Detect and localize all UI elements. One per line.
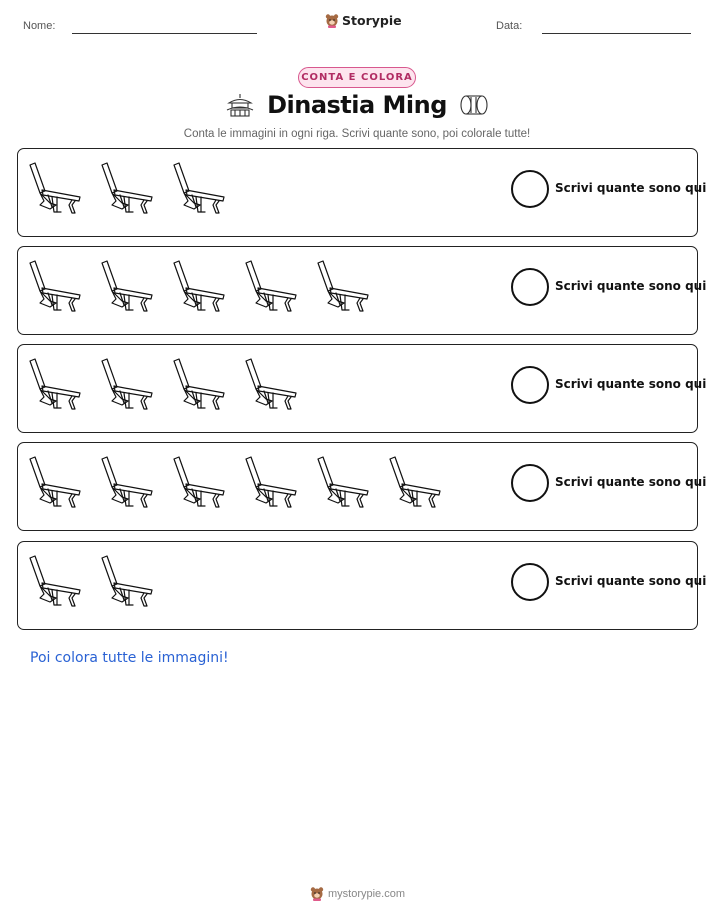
answer-circle[interactable] <box>511 563 549 601</box>
plow-icon[interactable] <box>28 554 90 610</box>
plow-icon[interactable] <box>28 455 90 511</box>
plow-icon[interactable] <box>172 161 234 217</box>
bear-icon <box>325 13 339 28</box>
page-title: Dinastia Ming <box>267 91 447 119</box>
count-row <box>17 344 707 433</box>
plow-icon[interactable] <box>28 357 90 413</box>
plow-icon[interactable] <box>28 259 90 315</box>
plow-group <box>28 357 306 413</box>
plow-icon[interactable] <box>100 455 162 511</box>
answer-label: Scrivi quante sono qui <box>555 279 707 293</box>
plow-icon[interactable] <box>28 161 90 217</box>
footer-brand <box>310 886 405 901</box>
plow-icon[interactable] <box>100 357 162 413</box>
bear-icon <box>310 886 324 901</box>
plow-icon[interactable] <box>316 259 378 315</box>
name-line[interactable] <box>72 33 257 34</box>
answer-circle[interactable] <box>511 366 549 404</box>
answer-circle[interactable] <box>511 170 549 208</box>
answer-circle[interactable] <box>511 464 549 502</box>
plow-icon[interactable] <box>100 259 162 315</box>
plow-icon[interactable] <box>100 161 162 217</box>
drum-icon <box>457 91 491 119</box>
count-row <box>17 148 707 237</box>
date-label: Data: <box>496 20 523 32</box>
plow-icon[interactable] <box>244 259 306 315</box>
plow-icon[interactable] <box>244 357 306 413</box>
plow-group <box>28 554 162 610</box>
footer-note: Poi colora tutte le immagini! <box>30 650 229 666</box>
plow-icon[interactable] <box>316 455 378 511</box>
plow-group <box>28 259 378 315</box>
answer-label: Scrivi quante sono qui <box>555 181 707 195</box>
count-row <box>17 541 707 630</box>
count-row <box>17 442 707 531</box>
plow-icon[interactable] <box>172 259 234 315</box>
instructions: Conta le immagini in ogni riga. Scrivi quante sono, poi colorale tutte! <box>183 128 531 140</box>
plow-group <box>28 161 234 217</box>
brand-logo <box>325 13 402 28</box>
plow-icon[interactable] <box>244 455 306 511</box>
answer-label: Scrivi quante sono qui <box>555 377 707 391</box>
plow-icon[interactable] <box>172 455 234 511</box>
activity-badge: CONTA E COLORA <box>298 67 416 88</box>
date-line[interactable] <box>542 33 691 34</box>
title-row <box>0 91 714 119</box>
answer-label: Scrivi quante sono qui <box>555 475 707 489</box>
answer-label: Scrivi quante sono qui <box>555 574 707 588</box>
brand-name: Storypie <box>342 13 402 28</box>
plow-icon[interactable] <box>100 554 162 610</box>
pagoda-icon <box>223 91 257 119</box>
plow-group <box>28 455 450 511</box>
plow-icon[interactable] <box>172 357 234 413</box>
name-label: Nome: <box>23 20 56 32</box>
count-row <box>17 246 707 335</box>
answer-circle[interactable] <box>511 268 549 306</box>
plow-icon[interactable] <box>388 455 450 511</box>
footer-url: mystorypie.com <box>328 887 406 900</box>
